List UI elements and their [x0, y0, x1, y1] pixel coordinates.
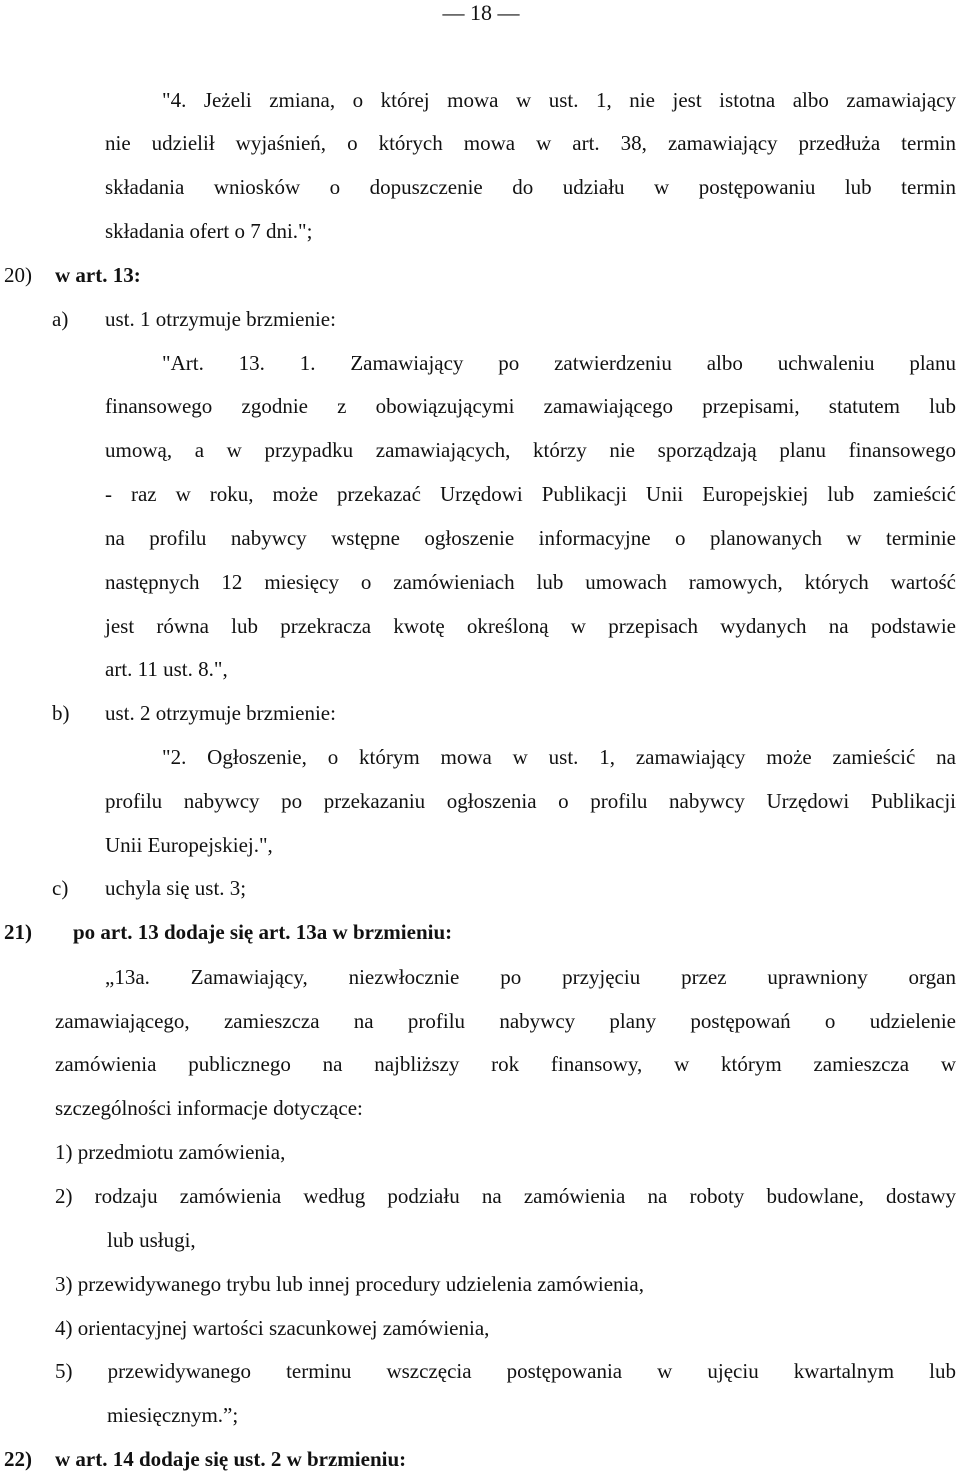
paragraph-line: składania wniosków o dopuszczenie do udziału w postępowaniu lub termin [105, 175, 956, 199]
paragraph-line: finansowego zgodnie z obowiązującymi zamawiającego przepisami, statutem lub [105, 394, 956, 418]
paragraph-line: składania ofert o 7 dni."; [105, 219, 313, 243]
paragraph-line: profilu nabywcy po przekazaniu ogłoszenia o profilu nabywcy Urzędowi Publikacji [105, 789, 956, 813]
point-marker: 22) [4, 1447, 32, 1471]
paragraph-line: Unii Europejskiej.", [105, 833, 273, 857]
paragraph-line: "4. Jeżeli zmiana, o której mowa w ust. 1, nie jest istotna albo zamawiający [162, 88, 956, 112]
item-marker: c) [52, 876, 69, 900]
paragraph-line: zamówienia publicznego na najbliższy rok finansowy, w którym zamieszcza w [55, 1052, 956, 1076]
list-item: 1) przedmiotu zamówienia, [55, 1140, 286, 1164]
paragraph-line: - raz w roku, może przekazać Urzędowi Publikacji Unii Europejskiej lub zamieścić [105, 482, 956, 506]
paragraph-line: nie udzielił wyjaśnień, o których mowa w art. 38, zamawiający przedłuża termin [105, 131, 956, 155]
paragraph-line: art. 11 ust. 8.", [105, 657, 228, 681]
paragraph-line: umową, a w przypadku zamawiających, którzy nie sporządzają planu finansowego [105, 438, 956, 462]
item-text: uchyla się ust. 3; [105, 876, 247, 900]
item-marker: b) [52, 701, 70, 725]
item-intro: ust. 1 otrzymuje brzmienie: [105, 307, 336, 331]
point-heading: w art. 14 dodaje się ust. 2 w brzmieniu: [55, 1447, 407, 1471]
paragraph-line: szczególności informacje dotyczące: [55, 1096, 363, 1120]
list-item: 2) rodzaju zamówienia według podziału na zamówienia na roboty budowlane, dostawy [55, 1184, 956, 1208]
list-item-continuation: lub usługi, [107, 1228, 196, 1252]
item-marker: a) [52, 307, 69, 331]
list-item: 3) przewidywanego trybu lub innej procedury udzielenia zamówienia, [55, 1272, 644, 1296]
list-item-continuation: miesięcznym.”; [107, 1403, 239, 1427]
item-intro: ust. 2 otrzymuje brzmienie: [105, 701, 336, 725]
page-number: — 18 — [442, 0, 520, 25]
point-heading: po art. 13 dodaje się art. 13a w brzmieniu: [73, 920, 453, 944]
list-item: 4) orientacyjnej wartości szacunkowej zamówienia, [55, 1316, 490, 1340]
paragraph-line: „13a. Zamawiający, niezwłocznie po przyjęciu przez uprawniony organ [105, 965, 956, 989]
point-marker: 20) [4, 263, 32, 287]
paragraph-line: "2. Ogłoszenie, o którym mowa w ust. 1, zamawiający może zamieścić na [162, 745, 956, 769]
paragraph-line: "Art. 13. 1. Zamawiający po zatwierdzeniu albo uchwaleniu planu [162, 351, 956, 375]
paragraph-line: następnych 12 miesięcy o zamówieniach lub umowach ramowych, których wartość [105, 570, 956, 594]
point-marker: 21) [4, 920, 32, 944]
paragraph-line: zamawiającego, zamieszcza na profilu nabywcy plany postępowań o udzielenie [55, 1009, 956, 1033]
point-heading: w art. 13: [55, 263, 141, 287]
paragraph-line: na profilu nabywcy wstępne ogłoszenie informacyjne o planowanych w terminie [105, 526, 956, 550]
list-item: 5) przewidywanego terminu wszczęcia postępowania w ujęciu kwartalnym lub [55, 1359, 956, 1383]
paragraph-line: jest równa lub przekracza kwotę określoną w przepisach wydanych na podstawie [105, 614, 956, 638]
